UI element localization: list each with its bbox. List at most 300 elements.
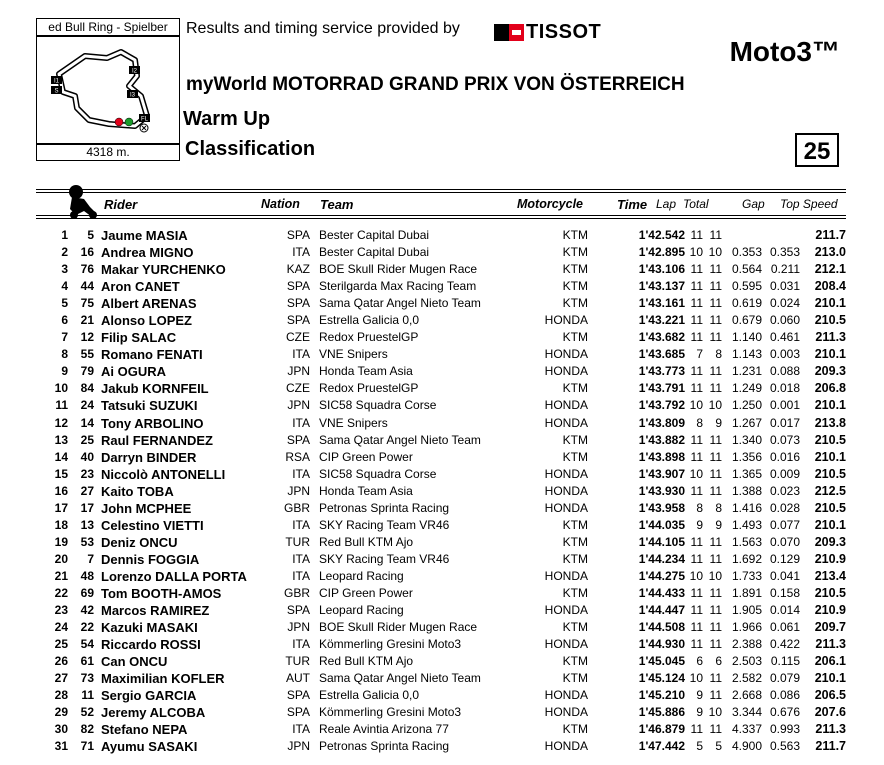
total-laps: 11 bbox=[709, 279, 722, 294]
motorcycle: HONDA bbox=[544, 466, 588, 481]
nation: SPA bbox=[286, 313, 310, 328]
table-row bbox=[36, 432, 851, 449]
best-lap: 11 bbox=[690, 228, 703, 242]
team-name: Sterilgarda Max Racing Team bbox=[319, 279, 477, 294]
rider-number: 75 bbox=[80, 296, 94, 311]
position: 15 bbox=[54, 466, 68, 481]
gap-to-first: 1.692 bbox=[731, 551, 762, 566]
top-speed: 210.1 bbox=[814, 671, 846, 686]
gap-to-first: 1.231 bbox=[731, 364, 762, 379]
motorcycle: KTM bbox=[562, 671, 588, 686]
rider-number: 21 bbox=[80, 313, 94, 328]
nation: JPN bbox=[287, 739, 310, 754]
best-time: 1'43.958 bbox=[638, 500, 685, 515]
table-row bbox=[36, 312, 851, 329]
gap-to-first: 1.493 bbox=[731, 517, 762, 532]
gap-to-previous: 0.088 bbox=[769, 364, 800, 379]
gap-to-first: 1.140 bbox=[731, 330, 762, 345]
motorcycle: KTM bbox=[562, 279, 588, 294]
tissot-logo-text: TISSOT bbox=[526, 20, 602, 43]
nation: ITA bbox=[292, 722, 310, 737]
gap-to-previous: 0.060 bbox=[769, 313, 800, 328]
table-row bbox=[36, 636, 851, 653]
position: 27 bbox=[54, 671, 68, 686]
col-top-speed: Top Speed bbox=[780, 197, 838, 211]
position: 25 bbox=[54, 637, 68, 652]
total-laps: 11 bbox=[709, 449, 722, 464]
top-speed: 206.5 bbox=[814, 688, 846, 703]
rider-number: 53 bbox=[80, 534, 94, 549]
best-lap: 8 bbox=[696, 500, 703, 515]
col-rider: Rider bbox=[104, 197, 138, 212]
top-speed: 210.5 bbox=[814, 466, 846, 481]
position: 5 bbox=[61, 296, 68, 311]
position: 22 bbox=[54, 585, 68, 600]
gap-to-previous: 0.676 bbox=[769, 705, 800, 720]
circuit-map bbox=[36, 35, 180, 145]
motorcycle: HONDA bbox=[544, 398, 588, 413]
rider-number: 27 bbox=[80, 483, 94, 498]
best-time: 1'43.773 bbox=[638, 364, 685, 379]
best-lap: 5 bbox=[696, 739, 703, 754]
motorcycle: HONDA bbox=[544, 739, 588, 754]
best-time: 1'44.433 bbox=[638, 585, 685, 600]
best-time: 1'45.045 bbox=[638, 654, 685, 669]
best-lap: 11 bbox=[690, 585, 703, 600]
rider-number: 52 bbox=[80, 705, 94, 720]
position: 1 bbox=[61, 228, 68, 242]
team-name: VNE Snipers bbox=[319, 347, 388, 362]
team-name: SIC58 Squadra Corse bbox=[319, 398, 437, 413]
top-speed: 211.7 bbox=[815, 228, 846, 242]
best-time: 1'43.791 bbox=[638, 381, 685, 396]
table-row bbox=[36, 483, 851, 500]
total-laps: 11 bbox=[709, 432, 722, 447]
position: 29 bbox=[54, 705, 68, 720]
best-time: 1'44.930 bbox=[638, 637, 685, 652]
position: 21 bbox=[54, 568, 68, 583]
rider-number: 16 bbox=[80, 245, 94, 260]
document-title: Classification bbox=[185, 138, 316, 160]
best-lap: 9 bbox=[696, 688, 703, 703]
gap-to-first: 1.143 bbox=[731, 347, 762, 362]
best-time: 1'43.809 bbox=[638, 415, 685, 430]
best-time: 1'43.882 bbox=[638, 432, 685, 447]
position: 30 bbox=[54, 722, 68, 737]
rider-number: 42 bbox=[80, 603, 94, 618]
rider-name: Dennis FOGGIA bbox=[101, 551, 200, 567]
top-speed: 210.1 bbox=[814, 517, 846, 532]
nation: CZE bbox=[286, 381, 310, 396]
col-team: Team bbox=[320, 197, 354, 212]
top-speed: 207.6 bbox=[814, 705, 846, 720]
rider-name: Celestino VIETTI bbox=[101, 517, 204, 533]
top-speed: 213.4 bbox=[814, 568, 846, 583]
rider-number: 25 bbox=[80, 432, 94, 447]
position: 14 bbox=[54, 449, 68, 464]
nation: GBR bbox=[283, 585, 310, 600]
rider-name: Ayumu SASAKI bbox=[101, 739, 198, 755]
total-laps: 11 bbox=[709, 620, 722, 635]
map-label-i1: I1 bbox=[53, 78, 60, 85]
total-laps: 11 bbox=[709, 688, 722, 703]
best-lap: 10 bbox=[689, 568, 703, 583]
position: 12 bbox=[54, 415, 68, 430]
rider-number: 22 bbox=[80, 620, 94, 635]
top-speed: 211.3 bbox=[815, 330, 846, 345]
motorcycle: KTM bbox=[562, 654, 588, 669]
table-row bbox=[36, 670, 851, 687]
best-time: 1'47.442 bbox=[638, 739, 685, 754]
map-label-fl: FL bbox=[140, 116, 149, 123]
best-lap: 11 bbox=[690, 722, 703, 737]
gap-to-previous: 0.023 bbox=[769, 483, 800, 498]
best-time: 1'43.682 bbox=[638, 330, 685, 345]
rider-name: Tony ARBOLINO bbox=[101, 415, 204, 431]
total-laps: 11 bbox=[709, 603, 722, 618]
rider-name: Albert ARENAS bbox=[101, 296, 197, 312]
gap-to-first: 0.619 bbox=[731, 296, 762, 311]
best-lap: 9 bbox=[696, 517, 703, 532]
map-label-i2: I2 bbox=[131, 68, 138, 75]
total-laps: 8 bbox=[715, 347, 722, 362]
total-laps: 11 bbox=[709, 483, 722, 498]
table-row bbox=[36, 449, 851, 466]
rider-number: 24 bbox=[80, 398, 94, 413]
top-speed: 210.9 bbox=[814, 551, 846, 566]
gap-to-first: 1.416 bbox=[731, 500, 762, 515]
gap-to-previous: 0.086 bbox=[769, 688, 800, 703]
top-speed: 206.8 bbox=[814, 381, 846, 396]
rider-number: 23 bbox=[80, 466, 94, 481]
gap-to-first: 2.668 bbox=[731, 688, 762, 703]
motorcycle: KTM bbox=[562, 228, 588, 242]
total-laps: 11 bbox=[709, 330, 722, 345]
nation: RSA bbox=[285, 449, 310, 464]
event-name: myWorld MOTORRAD GRAND PRIX VON ÖSTERREICH bbox=[186, 74, 685, 95]
gap-to-previous: 0.024 bbox=[769, 296, 800, 311]
gap-to-previous: 0.158 bbox=[769, 585, 800, 600]
total-laps: 11 bbox=[709, 585, 722, 600]
total-laps: 11 bbox=[709, 313, 722, 328]
category-title: Moto3™ bbox=[729, 36, 840, 67]
table-row bbox=[36, 551, 851, 568]
nation: ITA bbox=[292, 517, 310, 532]
motorcycle: HONDA bbox=[544, 500, 588, 515]
header-rule-top-2 bbox=[36, 192, 846, 193]
motorcycle: HONDA bbox=[544, 603, 588, 618]
team-name: Bester Capital Dubai bbox=[319, 228, 430, 242]
gap-to-previous: 0.353 bbox=[769, 245, 800, 260]
rider-name: Jakub KORNFEIL bbox=[101, 381, 209, 397]
top-speed: 209.3 bbox=[814, 364, 846, 379]
total-laps: 11 bbox=[709, 262, 722, 277]
gap-to-first: 1.340 bbox=[731, 432, 762, 447]
nation: TUR bbox=[285, 534, 310, 549]
gap-to-previous: 0.461 bbox=[769, 330, 800, 345]
position: 7 bbox=[61, 330, 68, 345]
rider-name: Maximilian KOFLER bbox=[101, 671, 225, 687]
results-table bbox=[36, 227, 851, 755]
motorcycle: HONDA bbox=[544, 483, 588, 498]
gap-to-previous: 0.001 bbox=[769, 398, 800, 413]
position: 2 bbox=[61, 245, 68, 260]
best-time: 1'45.210 bbox=[638, 688, 685, 703]
total-laps: 10 bbox=[708, 245, 722, 260]
table-row bbox=[36, 380, 851, 397]
motorcycle: HONDA bbox=[544, 364, 588, 379]
best-lap: 11 bbox=[690, 483, 703, 498]
rider-name: Kazuki MASAKI bbox=[101, 620, 198, 636]
provided-by-text: Results and timing service provided by bbox=[186, 20, 460, 37]
team-name: VNE Snipers bbox=[319, 415, 388, 430]
best-time: 1'45.886 bbox=[638, 705, 685, 720]
best-time: 1'43.898 bbox=[638, 449, 685, 464]
gap-to-first: 1.966 bbox=[731, 620, 762, 635]
gap-to-first: 1.356 bbox=[731, 449, 762, 464]
team-name: Estrella Galicia 0,0 bbox=[319, 688, 420, 703]
rider-number: 71 bbox=[80, 739, 94, 754]
table-row bbox=[36, 329, 851, 346]
gap-to-first: 0.595 bbox=[731, 279, 762, 294]
table-row bbox=[36, 738, 851, 755]
top-speed: 210.1 bbox=[814, 347, 846, 362]
best-time: 1'43.685 bbox=[638, 347, 685, 362]
nation: ITA bbox=[292, 568, 310, 583]
table-row bbox=[36, 500, 851, 517]
best-lap: 11 bbox=[690, 279, 703, 294]
rider-number: 11 bbox=[81, 688, 94, 703]
motorcycle: KTM bbox=[562, 262, 588, 277]
nation: TUR bbox=[285, 654, 310, 669]
nation: SPA bbox=[286, 432, 310, 447]
best-time: 1'42.895 bbox=[638, 245, 685, 260]
gap-to-first: 2.388 bbox=[731, 637, 762, 652]
gap-to-previous: 0.073 bbox=[769, 432, 800, 447]
rider-number: 17 bbox=[80, 500, 94, 515]
best-time: 1'43.106 bbox=[638, 262, 685, 277]
position: 10 bbox=[54, 381, 68, 396]
position: 9 bbox=[61, 364, 68, 379]
team-name: Honda Team Asia bbox=[319, 483, 413, 498]
table-row bbox=[36, 704, 851, 721]
best-time: 1'43.137 bbox=[638, 279, 685, 294]
motorcycle: KTM bbox=[562, 620, 588, 635]
gap-to-previous: 0.211 bbox=[770, 262, 800, 277]
gap-to-previous: 0.003 bbox=[769, 347, 800, 362]
gap-to-first: 1.388 bbox=[731, 483, 762, 498]
nation: AUT bbox=[286, 671, 310, 686]
page-number: 25 bbox=[795, 133, 839, 167]
gap-to-previous: 0.115 bbox=[770, 654, 800, 669]
best-lap: 11 bbox=[690, 296, 703, 311]
total-laps: 11 bbox=[709, 228, 722, 242]
rider-name: Lorenzo DALLA PORTA bbox=[101, 568, 247, 584]
rider-number: 48 bbox=[80, 568, 94, 583]
best-lap: 10 bbox=[689, 245, 703, 260]
best-time: 1'44.508 bbox=[638, 620, 685, 635]
table-row bbox=[36, 653, 851, 670]
rider-name: Tom BOOTH-AMOS bbox=[101, 585, 222, 601]
nation: ITA bbox=[292, 245, 310, 260]
gap-to-first: 1.249 bbox=[731, 381, 762, 396]
table-row bbox=[36, 534, 851, 551]
position: 11 bbox=[55, 398, 68, 413]
best-time: 1'44.447 bbox=[638, 603, 685, 618]
best-time: 1'45.124 bbox=[638, 671, 685, 686]
gap-to-first: 4.337 bbox=[731, 722, 762, 737]
best-time: 1'44.035 bbox=[638, 517, 685, 532]
table-row bbox=[36, 397, 851, 414]
best-lap: 11 bbox=[690, 620, 703, 635]
rider-name: Sergio GARCIA bbox=[101, 688, 197, 704]
position: 13 bbox=[54, 432, 68, 447]
gap-to-first: 1.267 bbox=[731, 415, 762, 430]
rider-number: 73 bbox=[80, 671, 94, 686]
gap-to-first: 0.564 bbox=[731, 262, 762, 277]
rider-number: 44 bbox=[80, 279, 94, 294]
best-lap: 11 bbox=[690, 637, 703, 652]
team-name: SKY Racing Team VR46 bbox=[319, 551, 450, 566]
team-name: BOE Skull Rider Mugen Race bbox=[319, 620, 478, 635]
total-laps: 11 bbox=[709, 722, 722, 737]
nation: ITA bbox=[292, 637, 310, 652]
map-label-s: S bbox=[54, 88, 59, 95]
best-time: 1'42.542 bbox=[638, 228, 685, 242]
top-speed: 206.1 bbox=[814, 654, 846, 669]
team-name: Petronas Sprinta Racing bbox=[319, 739, 450, 754]
position: 26 bbox=[54, 654, 68, 669]
best-time: 1'43.907 bbox=[638, 466, 685, 481]
table-row bbox=[36, 721, 851, 738]
team-name: Petronas Sprinta Racing bbox=[319, 500, 450, 515]
gap-to-previous: 0.079 bbox=[769, 671, 800, 686]
gap-to-first: 1.250 bbox=[731, 398, 762, 413]
rider-name: Riccardo ROSSI bbox=[101, 637, 201, 653]
table-row bbox=[36, 261, 851, 278]
team-name: BOE Skull Rider Mugen Race bbox=[319, 262, 478, 277]
header-rule-bottom bbox=[36, 215, 846, 216]
table-row bbox=[36, 295, 851, 312]
total-laps: 10 bbox=[708, 568, 722, 583]
rider-number: 82 bbox=[80, 722, 94, 737]
rider-number: 12 bbox=[80, 330, 94, 345]
gap-to-previous: 0.031 bbox=[769, 279, 800, 294]
nation: SPA bbox=[286, 279, 310, 294]
team-name: Sama Qatar Angel Nieto Team bbox=[319, 671, 481, 686]
nation: SPA bbox=[286, 228, 310, 242]
total-laps: 11 bbox=[709, 551, 722, 566]
team-name: Sama Qatar Angel Nieto Team bbox=[319, 432, 481, 447]
total-laps: 10 bbox=[708, 398, 722, 413]
nation: JPN bbox=[287, 620, 310, 635]
best-time: 1'44.275 bbox=[638, 568, 685, 583]
table-row bbox=[36, 466, 851, 483]
position: 18 bbox=[54, 517, 68, 532]
nation: ITA bbox=[292, 466, 310, 481]
table-row bbox=[36, 568, 851, 585]
motorcycle: HONDA bbox=[544, 705, 588, 720]
position: 24 bbox=[54, 620, 68, 635]
gap-to-first: 1.905 bbox=[731, 603, 762, 618]
header-rule-top bbox=[36, 189, 846, 190]
top-speed: 211.3 bbox=[815, 722, 846, 737]
nation: JPN bbox=[287, 398, 310, 413]
rider-name: Filip SALAC bbox=[101, 330, 177, 346]
rider-name: Stefano NEPA bbox=[101, 722, 188, 738]
best-lap: 11 bbox=[690, 603, 703, 618]
table-row bbox=[36, 415, 851, 432]
gap-to-first: 2.503 bbox=[731, 654, 762, 669]
top-speed: 210.1 bbox=[814, 449, 846, 464]
motorcycle: HONDA bbox=[544, 637, 588, 652]
rider-name: Deniz ONCU bbox=[101, 534, 178, 550]
gap-to-previous: 0.070 bbox=[769, 534, 800, 549]
gap-to-previous: 0.016 bbox=[769, 449, 800, 464]
best-lap: 11 bbox=[690, 551, 703, 566]
col-lap: Lap bbox=[656, 197, 677, 211]
motorcycle: KTM bbox=[562, 296, 588, 311]
gap-to-first: 1.563 bbox=[731, 534, 762, 549]
gap-to-previous: 0.077 bbox=[769, 517, 800, 532]
team-name: Redox PruestelGP bbox=[319, 381, 419, 396]
best-time: 1'43.161 bbox=[638, 296, 685, 311]
rider-number: 61 bbox=[80, 654, 94, 669]
rider-name: Jeremy ALCOBA bbox=[101, 705, 206, 721]
top-speed: 209.7 bbox=[814, 620, 846, 635]
rider-number: 55 bbox=[80, 347, 94, 362]
total-laps: 11 bbox=[709, 381, 722, 396]
rider-name: Can ONCU bbox=[101, 654, 168, 670]
session-name: Warm Up bbox=[183, 108, 271, 130]
best-lap: 9 bbox=[696, 705, 703, 720]
gap-to-first: 0.353 bbox=[731, 245, 762, 260]
best-time: 1'44.234 bbox=[638, 551, 685, 566]
gap-to-previous: 0.422 bbox=[769, 637, 800, 652]
best-lap: 11 bbox=[690, 262, 703, 277]
position: 17 bbox=[54, 500, 68, 515]
rider-name: Makar YURCHENKO bbox=[101, 262, 226, 278]
best-lap: 6 bbox=[696, 654, 703, 669]
gap-to-previous: 0.061 bbox=[769, 620, 800, 635]
rider-name: Jaume MASIA bbox=[101, 228, 188, 243]
rider-number: 7 bbox=[87, 551, 94, 566]
rider-number: 5 bbox=[87, 228, 94, 242]
rider-number: 13 bbox=[80, 517, 94, 532]
col-nation: Nation bbox=[261, 197, 300, 211]
map-label-i3: I3 bbox=[129, 92, 136, 99]
rider-name: Raul FERNANDEZ bbox=[101, 432, 213, 448]
motorcycle: HONDA bbox=[544, 568, 588, 583]
best-lap: 10 bbox=[689, 398, 703, 413]
gap-to-previous: 0.041 bbox=[769, 568, 800, 583]
table-row bbox=[36, 346, 851, 363]
top-speed: 212.1 bbox=[814, 262, 846, 277]
top-speed: 209.3 bbox=[814, 534, 846, 549]
motorcycle: KTM bbox=[562, 330, 588, 345]
header-rule-bottom-2 bbox=[36, 218, 846, 219]
gap-to-previous: 0.028 bbox=[769, 500, 800, 515]
position: 8 bbox=[61, 347, 68, 362]
team-name: Estrella Galicia 0,0 bbox=[319, 313, 420, 328]
gap-to-first: 4.900 bbox=[731, 739, 762, 754]
team-name: Redox PruestelGP bbox=[319, 330, 419, 345]
nation: SPA bbox=[286, 705, 310, 720]
best-time: 1'46.879 bbox=[638, 722, 685, 737]
top-speed: 213.0 bbox=[814, 245, 846, 260]
rider-number: 76 bbox=[80, 262, 94, 277]
position: 28 bbox=[54, 688, 68, 703]
